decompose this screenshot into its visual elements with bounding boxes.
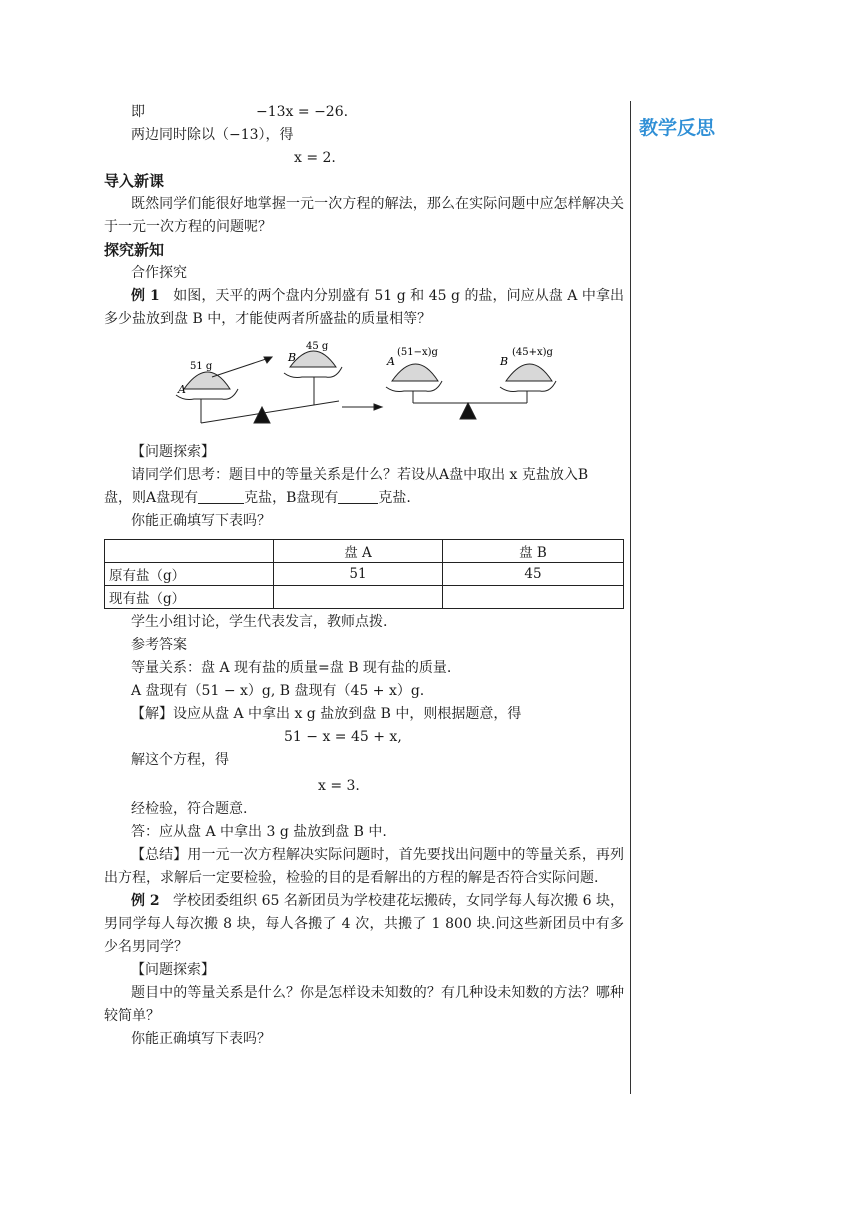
question-line: 盘，则A盘现有 克盐，B盘现有 克盐. bbox=[104, 490, 411, 506]
plate-b-label: B bbox=[288, 351, 297, 364]
sidebar-title: 教学反思 bbox=[639, 117, 716, 139]
level-balance bbox=[386, 364, 556, 419]
text-line: 经检验，符合题意. bbox=[131, 801, 248, 817]
plate-b-label: B bbox=[500, 355, 509, 368]
salt-table bbox=[104, 539, 624, 609]
question-line: 你能正确填写下表吗？ bbox=[131, 1031, 271, 1047]
result-line: x = 2. bbox=[294, 150, 336, 166]
question-line: 你能正确填写下表吗？ bbox=[131, 513, 271, 529]
section-heading: 探究新知 bbox=[104, 241, 165, 259]
plate-a-amount: 51 g bbox=[190, 361, 213, 372]
equation-line: x = 3. bbox=[318, 778, 360, 794]
question-paragraph: 题目中的等量关系是什么？你是怎样设未知数的？有几种设未知数的方法？哪种较简单？ bbox=[104, 985, 624, 1024]
example-2: 例 2 学校团委组织 65 名新团员为学校建花坛搬砖，女同学每人每次搬 6 块，男同学每人每次搬 8 块，每人各搬了 4 次，共搬了 1 800 块.问这些新团员中有多少名男同学？ bbox=[104, 893, 624, 955]
divide-line: 两边同时除以（−13），得 bbox=[131, 127, 294, 143]
subheading: 合作探究 bbox=[131, 265, 187, 281]
example-1: 例 1 如图，天平的两个盘内分别盛有 51 g 和 45 g 的盐，问应从盘 A 中拿出多少盐放到盘 B 中，才能使两者所盛盐的质量相等？ bbox=[104, 288, 624, 327]
answer-line: 答：应从盘 A 中拿出 3 g 盐放到盘 B 中. bbox=[131, 824, 387, 840]
plate-a-amount: (51−x)g bbox=[397, 347, 438, 358]
lesson-content bbox=[104, 101, 624, 1051]
example-label: 例 1 bbox=[131, 288, 160, 304]
blank bbox=[338, 489, 378, 504]
table-row: 现有盐（g） bbox=[105, 586, 624, 609]
sidebar-divider bbox=[630, 101, 631, 1094]
balance-figure bbox=[104, 337, 624, 437]
text-line: 学生小组讨论，学生代表发言，教师点拨. bbox=[131, 614, 388, 630]
plate-b-amount: (45+x)g bbox=[512, 347, 553, 358]
summary-paragraph: 【总结】用一元一次方程解决实际问题时，首先要找出问题中的等量关系，再列出方程，求解后一定要检验，检验的目的是看解出的方程的解是否符合实际问题. bbox=[104, 847, 624, 886]
example-label: 例 2 bbox=[131, 893, 160, 909]
balance-diagram bbox=[104, 337, 624, 437]
plate-b-amount: 45 g bbox=[306, 341, 329, 352]
arrow bbox=[342, 404, 382, 410]
subheading: 【问题探索】 bbox=[131, 962, 215, 978]
text-line: 参考答案 bbox=[131, 637, 187, 653]
solution-line: 【解】设应从盘 A 中拿出 x g 盐放到盘 B 中，则根据题意，得 bbox=[131, 706, 522, 722]
plate-a-label: A bbox=[178, 383, 186, 396]
subheading: 【问题探索】 bbox=[131, 444, 215, 460]
table-row: 原有盐（g） 51 45 bbox=[105, 563, 624, 586]
text-line: 解这个方程，得 bbox=[131, 752, 229, 768]
plate-a-label: A bbox=[387, 355, 395, 368]
section-heading: 导入新课 bbox=[104, 172, 165, 190]
question-line: 请同学们思考：题目中的等量关系是什么？若设从A盘中取出 x 克盐放入B bbox=[131, 467, 589, 483]
text-line: 等量关系：盘 A 现有盐的质量=盘 B 现有盐的质量. bbox=[131, 660, 452, 676]
table-row: 盘 A 盘 B bbox=[105, 540, 624, 563]
text-line: A 盘现有（51 − x）g, B 盘现有（45 + x）g. bbox=[131, 683, 425, 699]
paragraph: 既然同学们能很好地掌握一元一次方程的解法，那么在实际问题中应怎样解决关于一元一次方程的问题呢？ bbox=[104, 196, 624, 235]
equation-line: 51 − x = 45 + x, bbox=[284, 729, 402, 745]
blank bbox=[198, 489, 244, 504]
equation-line: 即 −13x = −26. bbox=[131, 104, 349, 120]
